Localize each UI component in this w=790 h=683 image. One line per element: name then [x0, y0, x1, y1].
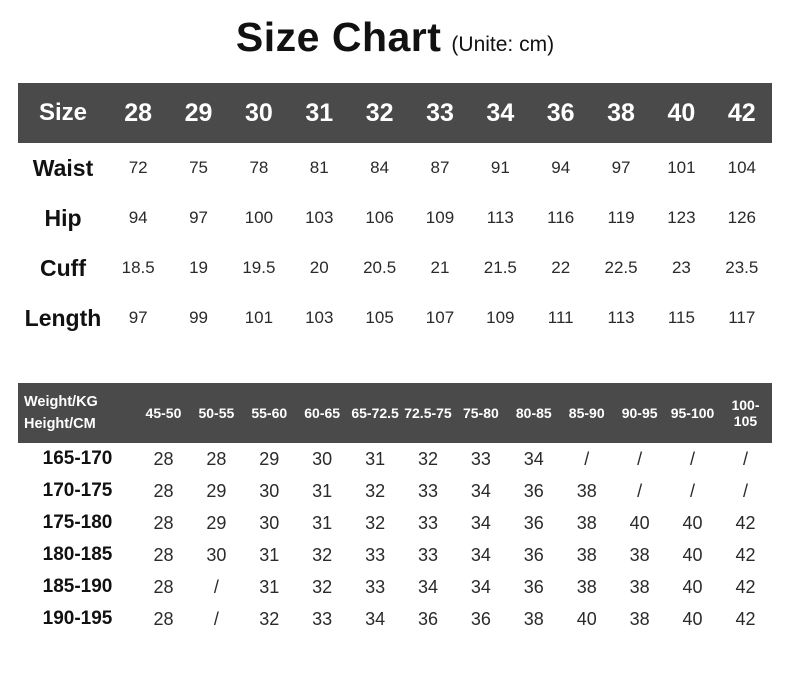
recommend-table-row-label: 180-185 — [42, 544, 113, 565]
recommend-table-cell: / — [690, 448, 696, 469]
recommend-table-cell: / — [637, 448, 643, 469]
size-table-cell: 99 — [189, 308, 208, 327]
size-table-cell: 109 — [486, 308, 515, 327]
recommend-table-cell: 34 — [470, 480, 491, 501]
size-table-col-header: 28 — [108, 83, 168, 143]
size-table-cell: 20.5 — [363, 258, 397, 277]
recommend-table-cell: 34 — [470, 576, 491, 597]
recommend-table-cell: / — [742, 480, 748, 501]
size-table-cell: 20 — [309, 258, 329, 277]
size-table-cell: 81 — [309, 158, 329, 177]
recommend-table-cell: 33 — [312, 608, 333, 629]
recommend-table-col-header: 45-50 — [137, 383, 190, 443]
size-table-head — [18, 83, 772, 143]
size-table-cell: 22 — [551, 258, 571, 277]
recommend-table-cell: 38 — [629, 544, 650, 565]
size-table-cell: 117 — [728, 308, 756, 327]
recommend-table-cell: 29 — [259, 448, 280, 469]
recommend-table-cell: 36 — [523, 480, 544, 501]
recommend-table-col-header: 65-72.5 — [349, 383, 402, 443]
size-table-body — [18, 143, 772, 343]
recommend-table-cell: 38 — [576, 576, 597, 597]
size-table-cell: 97 — [128, 308, 148, 327]
recommend-table-cell: / — [637, 480, 643, 501]
recommend-table-cell: 34 — [470, 512, 491, 533]
recommend-table-cell: 40 — [682, 576, 703, 597]
size-table-cell: 111 — [547, 308, 574, 327]
table-row — [18, 475, 772, 507]
recommend-table-cell: 32 — [417, 448, 438, 469]
size-table-cell: 22.5 — [604, 258, 638, 277]
size-table-cell: 105 — [365, 308, 394, 327]
size-table-cell: 103 — [305, 208, 334, 227]
title-unit-note: (Unite: cm) — [451, 33, 555, 56]
size-table-cell: 123 — [667, 208, 696, 227]
recommend-table-cell: 40 — [682, 512, 703, 533]
recommend-table-row-label: 170-175 — [42, 480, 113, 501]
size-table-col-header: 30 — [229, 83, 289, 143]
size-table-cell: 104 — [727, 158, 756, 177]
recommend-table-col-header: 100-105 — [719, 383, 772, 443]
table-row — [18, 571, 772, 603]
recommend-table-cell: 32 — [365, 512, 386, 533]
recommend-table-cell: 30 — [206, 544, 227, 565]
size-table-cell: 84 — [370, 158, 390, 177]
size-table-col-header: 33 — [410, 83, 470, 143]
recommend-table-col-header: 95-100 — [666, 383, 719, 443]
recommend-table-cell: 40 — [682, 544, 703, 565]
page-title — [0, 0, 790, 61]
size-table-cell: 94 — [128, 208, 148, 227]
corner-weight-label: Weight/KG — [24, 393, 98, 410]
recommend-table-cell: / — [213, 576, 219, 597]
size-table-cell: 100 — [244, 208, 274, 227]
size-table-col-header: 40 — [651, 83, 711, 143]
recommend-table-cell: 42 — [735, 544, 756, 565]
recommend-table-cell: 34 — [365, 608, 386, 629]
recommend-table-col-header: 90-95 — [613, 383, 666, 443]
recommend-table-cell: 28 — [206, 448, 227, 469]
recommend-table-col-header: 72.5-75 — [402, 383, 455, 443]
size-table-cell: 18.5 — [121, 258, 155, 277]
recommend-table-cell: 31 — [259, 576, 280, 597]
size-table-cell: 116 — [547, 208, 575, 227]
table-row — [18, 603, 772, 635]
size-table-cell: 109 — [425, 208, 455, 227]
title-text: Size Chart — [235, 14, 442, 60]
recommend-table-col-header: 55-60 — [243, 383, 296, 443]
recommend-table-cell: 42 — [735, 608, 756, 629]
table-row — [18, 193, 772, 243]
size-table-cell: 103 — [305, 308, 334, 327]
recommend-table-cell: 38 — [576, 512, 597, 533]
recommend-table-cell: 34 — [417, 576, 438, 597]
recommend-table-cell: 33 — [470, 448, 491, 469]
size-table-cell: 21.5 — [483, 258, 517, 277]
size-table — [18, 83, 772, 343]
table-row — [18, 507, 772, 539]
recommend-table-cell: 36 — [470, 608, 491, 629]
recommend-table-head — [18, 383, 772, 443]
table-row — [18, 143, 772, 193]
recommend-table-cell: 38 — [629, 608, 650, 629]
recommend-table-cell: 31 — [365, 448, 386, 469]
recommend-table-cell: 33 — [365, 576, 386, 597]
recommend-table-cell: 32 — [365, 480, 386, 501]
recommend-table-cell: 28 — [153, 608, 174, 629]
size-table-cell: 119 — [607, 208, 635, 227]
recommend-table-col-header: 80-85 — [507, 383, 560, 443]
size-table-cell: 106 — [365, 208, 394, 227]
size-table-container — [18, 83, 772, 343]
recommend-table-cell: 36 — [523, 512, 544, 533]
recommend-table-row-label: 175-180 — [42, 512, 113, 533]
recommend-table — [18, 383, 772, 635]
recommend-table-cell: 33 — [417, 480, 438, 501]
recommend-table-cell: 28 — [153, 448, 174, 469]
size-table-row-label: Cuff — [40, 254, 86, 281]
recommend-table-cell: 30 — [259, 480, 280, 501]
recommend-table-col-header: 50-55 — [190, 383, 243, 443]
recommend-table-cell: 40 — [629, 512, 650, 533]
recommend-table-cell: / — [213, 608, 219, 629]
recommend-table-corner-header — [18, 383, 137, 443]
recommend-table-cell: / — [584, 448, 590, 469]
recommend-table-row-label: 185-190 — [42, 576, 113, 597]
recommend-table-cell: 32 — [312, 544, 333, 565]
recommend-table-cell: 29 — [206, 512, 227, 533]
size-table-cell: 97 — [611, 158, 631, 177]
recommend-table-cell: 28 — [153, 480, 174, 501]
size-table-col-header: 31 — [289, 83, 349, 143]
size-table-cell: 94 — [551, 158, 571, 177]
recommend-table-col-header: 85-90 — [560, 383, 613, 443]
recommend-table-cell: 32 — [312, 576, 333, 597]
size-table-col-header: 42 — [712, 83, 772, 143]
recommend-table-cell: 34 — [470, 544, 491, 565]
size-table-cell: 23 — [671, 258, 691, 277]
size-table-col-header: 32 — [349, 83, 409, 143]
size-table-cell: 23.5 — [725, 258, 759, 277]
size-table-cell: 113 — [486, 208, 514, 227]
size-table-cell: 101 — [667, 158, 696, 177]
recommend-table-row-label: 190-195 — [42, 608, 113, 629]
recommend-table-cell: 31 — [312, 512, 333, 533]
size-table-col-header: 29 — [168, 83, 228, 143]
size-table-cell: 113 — [607, 308, 635, 327]
size-table-cell: 75 — [189, 158, 208, 177]
recommend-table-cell: 29 — [206, 480, 227, 501]
recommend-table-cell: 42 — [735, 512, 756, 533]
recommend-table-cell: 38 — [576, 544, 597, 565]
recommend-table-cell: 28 — [153, 512, 174, 533]
recommend-table-cell: 36 — [523, 544, 544, 565]
recommend-table-cell: 28 — [153, 544, 174, 565]
recommend-table-cell: 28 — [153, 576, 174, 597]
recommend-table-cell: 33 — [365, 544, 386, 565]
corner-height-label: Height/CM — [24, 416, 96, 432]
size-table-header-row — [18, 83, 772, 143]
recommend-table-cell: 34 — [523, 448, 544, 469]
table-row — [18, 243, 772, 293]
recommend-table-cell: 40 — [682, 608, 703, 629]
size-table-cell: 87 — [430, 158, 450, 177]
recommend-table-cell: 36 — [417, 608, 438, 629]
recommend-table-cell: 33 — [417, 512, 438, 533]
recommend-table-body — [18, 443, 772, 635]
recommend-table-cell: 38 — [523, 608, 544, 629]
recommend-table-cell: 32 — [259, 608, 280, 629]
size-table-cell: 21 — [430, 258, 450, 277]
size-table-cell: 91 — [490, 158, 510, 177]
size-table-cell: 97 — [189, 208, 208, 227]
size-table-cell: 19.5 — [242, 258, 276, 277]
size-table-col-header: 36 — [531, 83, 591, 143]
size-table-cell: 72 — [128, 158, 148, 177]
size-table-col-header: 34 — [470, 83, 530, 143]
size-table-cell: 115 — [667, 308, 695, 327]
recommend-table-cell: 30 — [312, 448, 333, 469]
recommend-table-cell: 33 — [417, 544, 438, 565]
size-table-row-label: Waist — [32, 154, 94, 181]
size-table-cell: 126 — [727, 208, 756, 227]
size-table-corner-header: Size — [18, 83, 108, 143]
recommend-table-cell: 30 — [259, 512, 280, 533]
table-row — [18, 443, 772, 475]
recommend-table-cell: / — [742, 448, 748, 469]
recommend-table-container — [18, 383, 772, 635]
size-table-cell: 107 — [425, 308, 455, 327]
recommend-table-col-header: 75-80 — [454, 383, 507, 443]
recommend-table-col-header: 60-65 — [296, 383, 349, 443]
size-table-cell: 101 — [244, 308, 274, 327]
recommend-table-row-label: 165-170 — [42, 448, 113, 469]
recommend-table-cell: 31 — [259, 544, 280, 565]
recommend-table-cell: 42 — [735, 576, 756, 597]
table-row — [18, 293, 772, 343]
recommend-table-cell: 36 — [523, 576, 544, 597]
size-table-row-label: Hip — [44, 204, 82, 231]
recommend-table-cell: 38 — [629, 576, 650, 597]
recommend-table-cell: 40 — [576, 608, 597, 629]
size-table-cell: 78 — [249, 158, 269, 177]
size-table-col-header: 38 — [591, 83, 651, 143]
recommend-table-cell: / — [690, 480, 696, 501]
recommend-table-cell: 38 — [576, 480, 597, 501]
size-table-cell: 19 — [189, 258, 208, 277]
size-table-row-label: Length — [24, 304, 102, 331]
recommend-table-cell: 31 — [312, 480, 333, 501]
table-row — [18, 539, 772, 571]
recommend-table-header-row — [18, 383, 772, 443]
